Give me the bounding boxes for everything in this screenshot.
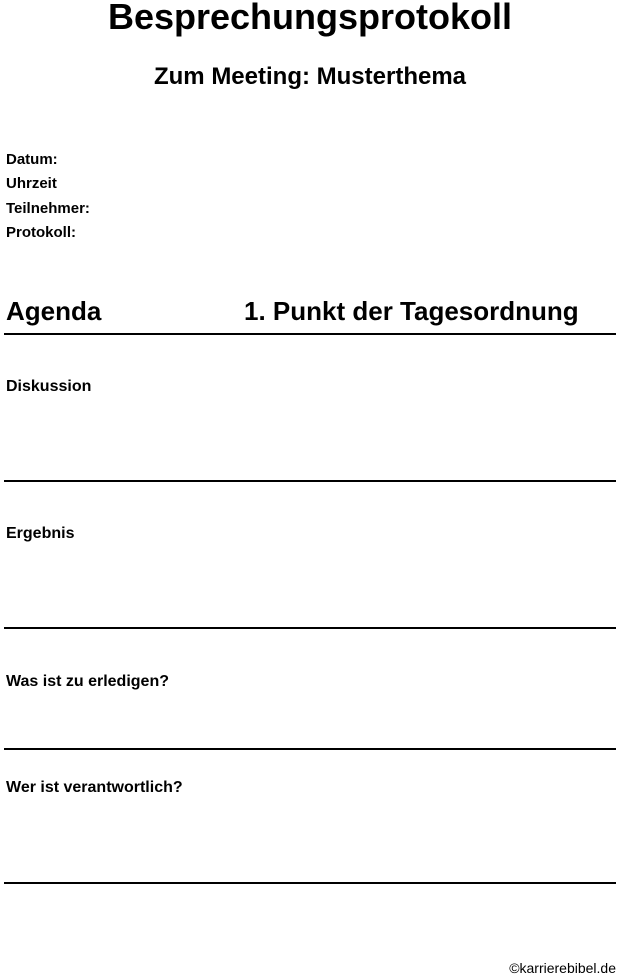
- document-title: Besprechungsprotokoll: [107, 0, 513, 37]
- meeting-subtitle: Zum Meeting: Musterthema: [153, 63, 467, 90]
- zu-erledigen-divider: [4, 748, 616, 750]
- ergebnis-divider: [4, 627, 616, 629]
- protokoll-label: Protokoll:: [6, 224, 76, 241]
- agenda-heading: Agenda: [6, 296, 102, 326]
- agenda-divider: [4, 333, 616, 335]
- agenda-item-title: 1. Punkt der Tagesordnung: [244, 296, 579, 326]
- zu-erledigen-label: Was ist zu erledigen?: [6, 673, 169, 690]
- teilnehmer-label: Teilnehmer:: [6, 200, 90, 217]
- verantwortlich-divider: [4, 882, 616, 884]
- diskussion-label: Diskussion: [6, 378, 92, 395]
- ergebnis-label: Ergebnis: [6, 525, 75, 542]
- diskussion-divider: [4, 480, 616, 482]
- copyright-footer: ©karrierebibel.de: [509, 960, 616, 976]
- verantwortlich-label: Wer ist verantwortlich?: [6, 779, 183, 796]
- uhrzeit-label: Uhrzeit: [6, 175, 57, 192]
- datum-label: Datum:: [6, 151, 58, 168]
